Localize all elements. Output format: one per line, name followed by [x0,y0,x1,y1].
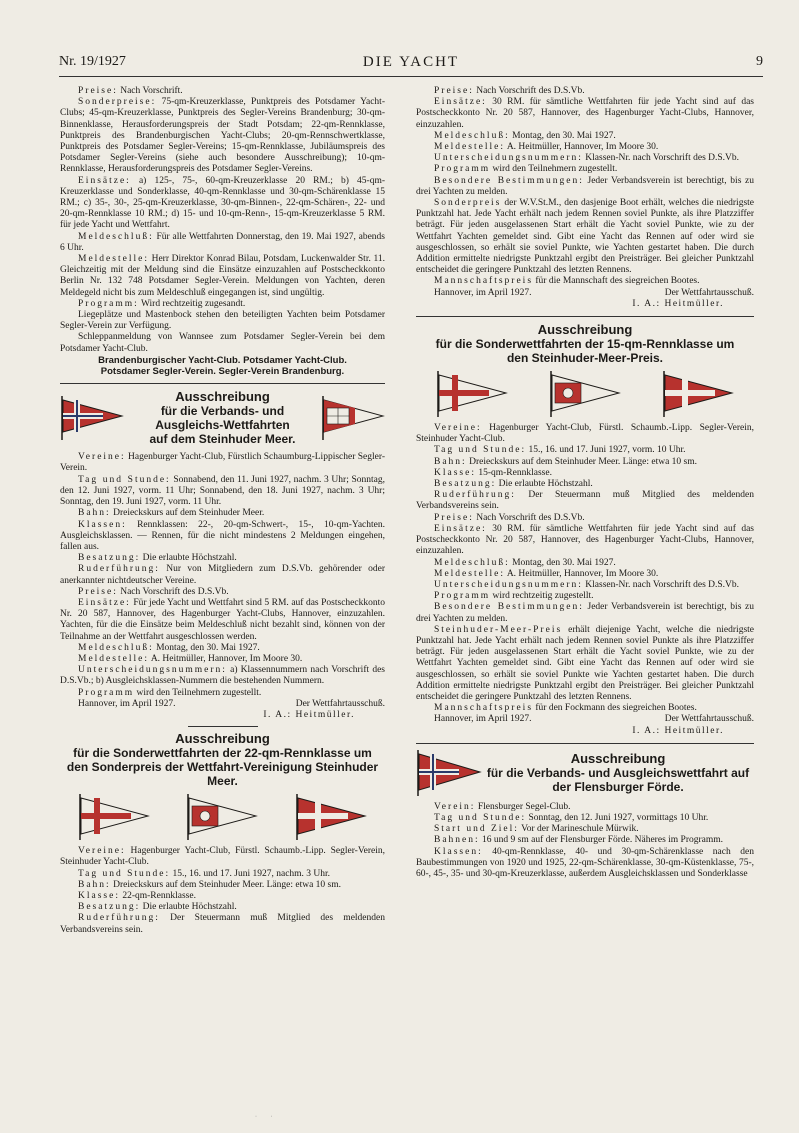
sonder15-tag: Tag und Stunde: 15., 16. und 17. Juni 1927, vorm. 10 Uhr. [434,445,686,456]
sonder22-preise: Preise: Nach Vorschrift des D.S.Vb. [434,86,585,96]
club-flag-icon [549,371,621,417]
pennant-flag-icon [295,794,367,840]
potsdam-meldeschluss: Meldeschluß: Für alle Wettfahrten Donnerstag, den 19. Mai 1927, abends 6 Uhr. [60,231,385,253]
sonder15-signature: I. A.: Heitmüller. [632,725,724,736]
steinhude-closing: Hannover, im April 1927. Der Wettfahrtausschuß. [78,698,385,709]
steinhude-besatzung: Besatzung: Die erlaubte Höchstzahl. [78,553,237,564]
sonder15-flags [416,371,754,417]
right-column [416,86,754,880]
potsdam-programm: Programm: Wird rechtzeitig zugesandt. [78,298,246,309]
flensburg-title: Ausschreibung für die Verbands- und Ausgleichswettfahrt auf der Flensburger Förde. [486,750,750,794]
journal-title: DIE YACHT [362,54,460,70]
sonder22-tag: Tag und Stunde: 15., 16. und 17. Juni 1927, nachm. 3 Uhr. [78,868,331,879]
section-divider [416,316,754,317]
sonder22-einsaetze: Einsätze: 30 RM. für sämtliche Wettfahrten für jede Yacht sind auf das Postscheckkonto Nr. 20 587, Hannover, des Hagenburger Yacht-Clubs, Hannover, einzuzahlen. [416,97,754,130]
steinhude-meldestelle: Meldestelle: A. Heitmüller, Hannover, Im Moore 30. [78,653,303,664]
sonder22-mannschaft: Mannschaftspreis für die Mannschaft des siegreichen Bootes. [434,276,700,287]
sonder22-title: Ausschreibung für die Sonderwettfahrten der 22-qm-Rennklasse um den Sonderpreis der Wettfahrt-Vereinigung Steinhuder Meer. [66,731,379,789]
page-number: 9 [756,54,763,69]
flensburg-bahnen: Bahnen: 16 und 9 sm auf der Flensburger Förde. Näheres im Programm. [434,835,724,846]
potsdam-preise: Preise: Nach Vorschrift. [78,86,183,96]
sonder15-klasse: Klasse: 15-qm-Rennklasse. [434,467,552,478]
sonder22-meldeschluss: Meldeschluß: Montag, den 30. Mai 1927. [434,130,616,141]
club-flag-icon [186,794,258,840]
issue-number: Nr. 19/1927 [59,54,126,69]
sonder15-einsaetze: Einsätze: 30 RM. für sämtliche Wettfahrten für jede Yacht sind auf das Postscheckkonto Nr. 20 587, Hannover, des Hagenburger Yacht-Clubs, Hannover, einzuzahlen. [416,523,754,557]
section-divider [416,743,754,744]
potsdam-schlepp: Schleppanmeldung von Wannsee zum Potsdamer Segler-Verein bei dem Potsdamer Yacht-Club. [60,332,385,354]
steinhude-programm: Programm wird den Teilnehmern zugestellt. [78,687,262,698]
left-column [60,86,385,936]
sonder22-flags [60,794,385,840]
section-divider [60,383,385,384]
sonder15-vereine: Vereine: Hagenburger Yacht-Club, Fürstl. Schaumb.-Lipp. Segler-Verein, Steinhuder Yacht-Club. [416,423,754,445]
steinhude-meldeschluss: Meldeschluß: Montag, den 30. Mai 1927. [78,642,260,653]
flensburg-klassen: Klassen: 40-qm-Rennklasse, 40- und 30-qm-Schärenklasse nach den Baubestimmungen von 1920 und 1925, 22-qm-Schärenklasse, 30-qm-Küstenklasse, 75-, 60-, 45-, 35- und 30-qm-Kreuzerklasse, außerdem Ausgleichsklassen und Sonderklasse [416,846,754,879]
sonder15-preis: Steinhuder-Meer-Preis erhält diejenige Yacht, welche die niedrigste Punktzahl hat. Jede Yacht erhält nach jedem Rennen soviel Punkte als ihre Platzziffer beträgt. Für jeden ausgelassenen Start erhält die Yacht soviel Punkte, wie zu der Wettfahrt Yachten gemeldet sind. Gibt eine Yacht das Rennen auf oder wird sie ausgeschlossen, so erhält sie soviel Punkte wie Yachten gestartet haben. Die durch Addition ermittelte niedrigste Punktzahl ergibt den Preisträger. Bei gleicher Punktzahl entscheidet die geringere Punktzahl des letzten Rennens. [416,624,754,702]
sonder22-besondere: Besondere Bestimmungen: Jeder Verbandsverein ist berechtigt, bis zu drei Yachten zu melden. [416,175,754,197]
sonder15-closing: Hannover, im April 1927. Der Wettfahrtausschuß. [434,714,754,725]
pennant-flag-icon [78,794,150,840]
page-header [59,54,763,74]
sonder15-mannschaft: Mannschaftspreis für den Fockmann des siegreichen Bootes. [434,703,697,714]
sonder22-signature: I. A.: Heitmüller. [632,298,724,309]
steinhude-einsaetze: Einsätze: Für jede Yacht und Wettfahrt sind 5 RM. auf das Postscheckkonto Nr. 20 587, Hannover, des Hagenburger Yacht-Clubs, Hannover, einzuzahlen. Yachten, für die die Einsätze beim Meldeschluß nicht bezahlt sind, können von der Teilnahme an der Wettfahrt ausgeschlossen werden. [60,597,385,642]
pennant-flag-icon [662,371,734,417]
sonder15-title: Ausschreibung für die Sonderwettfahrten der 15-qm-Rennklasse um den Steinhuder-Meer-Preis. [435,322,735,366]
steinhude-ruder: Ruderführung: Nur von Mitgliedern zum D.S.Vb. gehörender oder anerkannter nichtdeutscher Vereine. [60,564,385,586]
pennant-flag-icon [436,371,508,417]
sonder22-meldestelle: Meldestelle: A. Heitmüller, Hannover, Im Moore 30. [434,142,659,153]
sonder15-bahn: Bahn: Dreieckskurs auf dem Steinhuder Meer. Länge: etwa 10 sm. [434,456,698,467]
flensburg-heading [416,750,754,796]
steinhude-vereine: Vereine: Hagenburger Yacht-Club, Fürstlich Schaumburg-Lippischer Segler-Verein. [60,452,385,474]
pennant-flag-icon [416,750,482,796]
club-signatures-1: Brandenburgischer Yacht-Club. Potsdamer Yacht-Club. [98,354,347,366]
steinhude-klassen: Klassen: Rennklassen: 22-, 20-qm-Schwert-, 15-, 10-qm-Yachten. Ausgleichsklassen. — Rennen, für die nicht mindestens 2 Meldungen eingehen, fallen aus. [60,519,385,552]
steinhude-unterscheidung: Unterscheidungsnummern: a) Klassennummern nach Vorschrift des D.S.Vb.; b) Ausgleichsklassen-Nummern die bestehenden Nummern. [60,665,385,687]
sonder15-besatzung: Besatzung: Die erlaubte Höchstzahl. [434,479,593,490]
potsdam-einsaetze: Einsätze: a) 125-, 75-, 60-qm-Kreuzerklasse 20 RM.; b) 45-qm-Kreuzerklasse und Sonderklasse, 40-qm-Rennklasse und 30-qm-Schärenklasse 15 RM.; c) 35-, 30-, 25-qm-Kreuzerklasse, 30-qm-Binnen-, 22-qm-Schären-, 22- und 20-qm-Rennklasse 10 RM.; d) 15- und 10-qm-Renn-, 15-qm-Kreuzerklasse 5 RM. für jede Yacht und Wettfahrt. [60,175,385,231]
steinhude-title: Ausschreibung für die Verbands- und Ausgleichs-Wettfahrten auf dem Steinhuder Meer. [149,389,296,447]
flensburg-tag: Tag und Stunde: Sonntag, den 12. Juni 1927, vormittags 10 Uhr. [434,812,709,823]
sonder22-vereine: Vereine: Hagenburger Yacht-Club, Fürstl. Schaumb.-Lipp. Segler-Verein, Steinhuder Yacht-Club. [60,846,385,868]
sonder15-besondere: Besondere Bestimmungen: Jeder Verbandsverein ist berechtigt, bis zu drei Yachten zu melden. [416,602,754,624]
club-flag-icon [321,396,385,440]
sonder22-unterscheidung: Unterscheidungsnummern: Klassen-Nr. nach Vorschrift des D.S.Vb. [434,153,740,164]
sonder15-ruder: Ruderführung: Der Steuermann muß Mitglied des meldenden Verbandsvereins sein. [416,490,754,512]
sonder15-meldeschluss: Meldeschluß: Montag, den 30. Mai 1927. [434,557,616,568]
sonder22-bahn: Bahn: Dreieckskurs auf dem Steinhuder Meer. Länge: etwa 10 sm. [78,879,342,890]
sonder22-programm: Programm wird den Teilnehmern zugestellt. [434,164,618,175]
steinhude-tag: Tag und Stunde: Sonnabend, den 11. Juni 1927, nachm. 3 Uhr; Sonntag, den 12. Juni 1927, vorm. 11 Uhr; Sonnabend, den 18. Juni 1927, nachm. 3 Uhr; Sonntag, den 19. Juni 1927, vorm. 11 Uhr. [60,474,386,508]
sonder22-ruder: Ruderführung: Der Steuermann muß Mitglied des meldenden Verbandsvereins sein. [60,913,385,935]
club-signatures-2: Potsdamer Segler-Verein. Segler-Verein Brandenburg. [100,366,345,378]
flensburg-verein: Verein: Flensburger Segel-Club. [434,801,571,812]
header-rule [59,76,763,77]
sonder22-closing: Hannover, im April 1927. Der Wettfahrtausschuß. [434,287,754,298]
sonder22-sonderpreis: Sonderpreis der W.V.St.M., den dasjenige Boot erhält, welches die niedrigste Punktzahl hat. Jede Yacht erhält nach jedem Rennen soviel Punkte, als ihre Platzziffer beträgt. Für jeden ausgelassenen Start erhält die Yacht soviel Punkte, wie zu der Wettfahrt Yachten gemeldet sind. Gibt eine Yacht das Rennen auf oder wird sie ausgeschlossen, so erhält sie soviel Punkte, wie Yachten gestartet haben. Die durch Addition ermittelte niedrigste Punktzahl ergibt den Preisträger. Bei gleicher Punktzahl entscheidet die geringere Punktzahl des letzten Rennens. [416,198,754,276]
sonder15-programm: Programm wird rechtzeitig zugestellt. [434,591,594,602]
potsdam-sonderpreise: Sonderpreise: 75-qm-Kreuzerklasse, Punktpreis des Potsdamer Yacht-Clubs; 45-qm-Kreuzerklasse, Punktpreis des Segler-Vereins Brandenburg; 30-qm-Binnenklasse, Herausforderungspreis der Stadt Potsdam; 22-qm-Rennklasse, Punktpreis des Brandenburgischen Yacht-Clubs; 20-qm-Rennschwertklasse, Punktpreis des Potsdamer Segler-Vereins; 15-qm-Rennklasse, Jubiläumspreis des Potsdamer Segler-Vereins (siehe auch besondere Ausschreibung); 10-qm-Rennklasse, Herausforderungspreis des Potsdamer Segler-Vereins. [60,97,385,175]
sonder15-preise: Preise: Nach Vorschrift des D.S.Vb. [434,512,585,523]
steinhude-bahn: Bahn: Dreieckskurs auf dem Steinhuder Meer. [78,508,265,519]
sonder22-besatzung: Besatzung: Die erlaubte Höchstzahl. [78,902,237,913]
sonder15-unterscheidung: Unterscheidungsnummern: Klassen-Nr. nach Vorschrift des D.S.Vb. [434,579,740,590]
steinhude-preise: Preise: Nach Vorschrift des D.S.Vb. [78,586,229,597]
sonder15-meldestelle: Meldestelle: A. Heitmüller, Hannover, Im Moore 30. [434,568,659,579]
short-divider [188,726,258,727]
sonder22-klasse: Klasse: 22-qm-Rennklasse. [78,890,196,901]
pennant-flag-icon [60,396,124,440]
steinhude-heading [60,390,385,446]
potsdam-meldestelle: Meldestelle: Herr Direktor Konrad Bilau, Potsdam, Luckenwalder Str. 11. Gleichzeitig mit der Meldung sind die Einsätze einzuzahlen auf Postscheckkonto Berlin Nr. 132 748 Potsdamer Segler-Verein. Meldungen von Yachten, deren Meldegeld nicht bis zum Meldeschluß eingegangen ist, sind ungültig. [60,254,385,298]
flensburg-start: Start und Ziel: Vor der Marineschule Mürwik. [434,824,639,835]
potsdam-liegeplaetze: Liegeplätze und Mastenbock stehen den beteiligten Yachten beim Potsdamer Segler-Verein zur Verfügung. [60,310,385,332]
page-footer-mark: · · [255,1114,279,1120]
steinhude-signature: I. A.: Heitmüller. [263,709,355,720]
